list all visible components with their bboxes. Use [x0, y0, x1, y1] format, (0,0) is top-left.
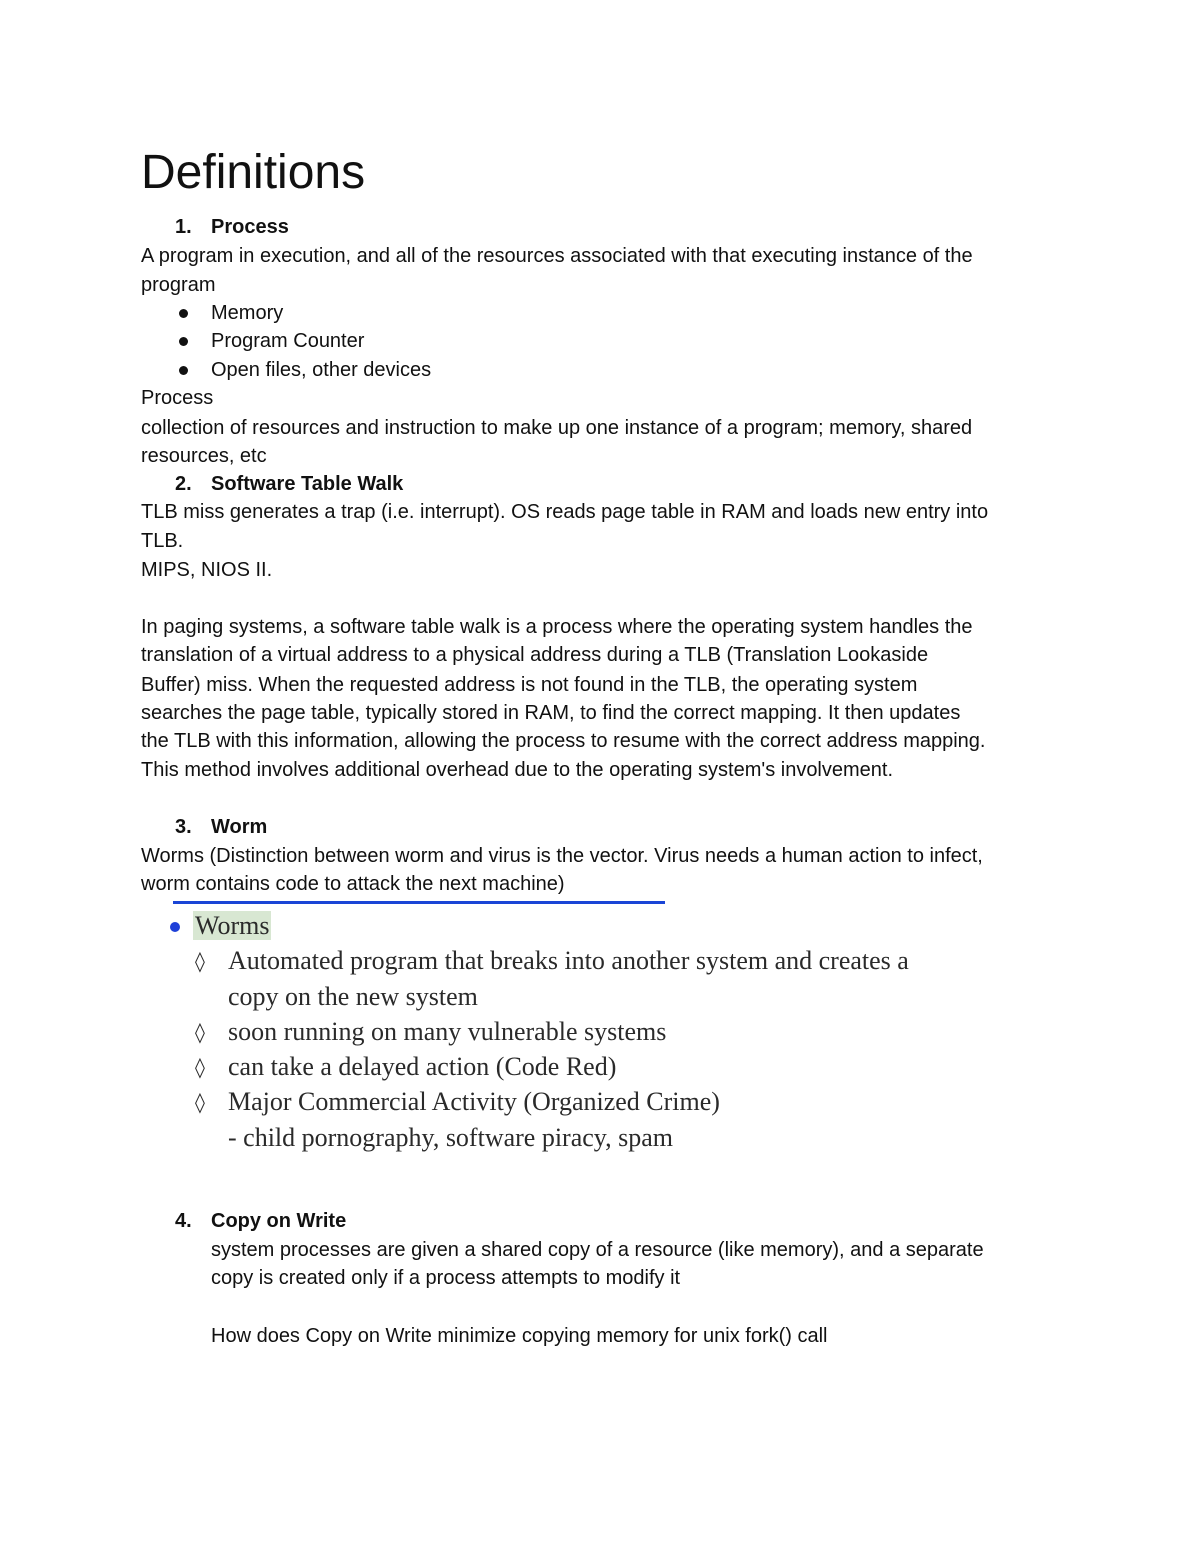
process-bullet-open-files: Open files, other devices — [211, 359, 432, 381]
blue-bullet-dot — [170, 922, 180, 932]
blue-underline — [173, 901, 665, 904]
cow-line2: copy is created only if a process attempts to modify it — [211, 1267, 681, 1289]
section-heading-copy-on-write: Copy on Write — [211, 1210, 347, 1232]
bullet-dot — [179, 309, 188, 318]
bullet-dot — [179, 337, 188, 346]
diamond-icon: ◊ — [195, 1020, 205, 1044]
stw-para-line: translation of a virtual address to a physical address during a TLB (Translation Lookaside — [141, 644, 929, 666]
process-desc-line2: program — [141, 274, 216, 296]
process-bullet-program-counter: Program Counter — [211, 330, 365, 352]
process-desc-line1: A program in execution, and all of the resources associated with that executing instance of the — [141, 245, 973, 267]
stw-para-line: searches the page table, typically stored in RAM, to find the correct mapping. It then updates — [141, 702, 961, 724]
process-alt-heading: Process — [141, 387, 214, 409]
cow-question: How does Copy on Write minimize copying memory for unix fork() call — [211, 1325, 828, 1347]
section-number-worm: 3. — [175, 816, 192, 838]
worm-line2: worm contains code to attack the next machine) — [141, 873, 565, 895]
stw-para-line: In paging systems, a software table walk is a process where the operating system handles the — [141, 616, 973, 638]
slide-bullet-title-text: Worms — [195, 911, 270, 940]
stw-line3: MIPS, NIOS II. — [141, 559, 273, 581]
cow-line1: system processes are given a shared copy of a resource (like memory), and a separate — [211, 1239, 984, 1261]
diamond-icon: ◊ — [195, 1090, 205, 1114]
section-heading-process: Process — [211, 216, 289, 238]
section-heading-worm: Worm — [211, 816, 268, 838]
diamond-icon: ◊ — [195, 1055, 205, 1079]
section-number-software-table-walk: 2. — [175, 473, 192, 495]
page-title: Definitions — [141, 146, 366, 199]
stw-para-line: the TLB with this information, allowing the process to resume with the correct address mapping. — [141, 730, 986, 752]
slide-item: Major Commercial Activity (Organized Crime) — [228, 1087, 720, 1116]
section-number-process: 1. — [175, 216, 192, 238]
section-heading-software-table-walk: Software Table Walk — [211, 473, 404, 495]
section-number-copy-on-write: 4. — [175, 1210, 192, 1232]
stw-line1: TLB miss generates a trap (i.e. interrupt). OS reads page table in RAM and loads new entry into — [141, 501, 989, 523]
slide-item-cont: copy on the new system — [228, 982, 478, 1011]
process-alt-line2: resources, etc — [141, 445, 267, 467]
bullet-dot — [179, 366, 188, 375]
slide-item-cont: - child pornography, software piracy, spam — [228, 1123, 673, 1152]
stw-para-line: Buffer) miss. When the requested address is not found in the TLB, the operating system — [141, 674, 918, 696]
diamond-icon: ◊ — [195, 949, 205, 973]
slide-item: soon running on many vulnerable systems — [228, 1017, 667, 1046]
slide-bullet-title — [193, 908, 271, 943]
slide-item: Automated program that breaks into another system and creates a — [228, 946, 909, 975]
worm-line1: Worms (Distinction between worm and virus is the vector. Virus needs a human action to infect, — [141, 845, 983, 867]
slide-item: can take a delayed action (Code Red) — [228, 1052, 617, 1081]
process-bullet-memory: Memory — [211, 302, 284, 324]
stw-line2: TLB. — [141, 530, 184, 552]
process-alt-line1: collection of resources and instruction to make up one instance of a program; memory, shared — [141, 417, 973, 439]
stw-para-line: This method involves additional overhead due to the operating system's involvement. — [141, 759, 894, 781]
